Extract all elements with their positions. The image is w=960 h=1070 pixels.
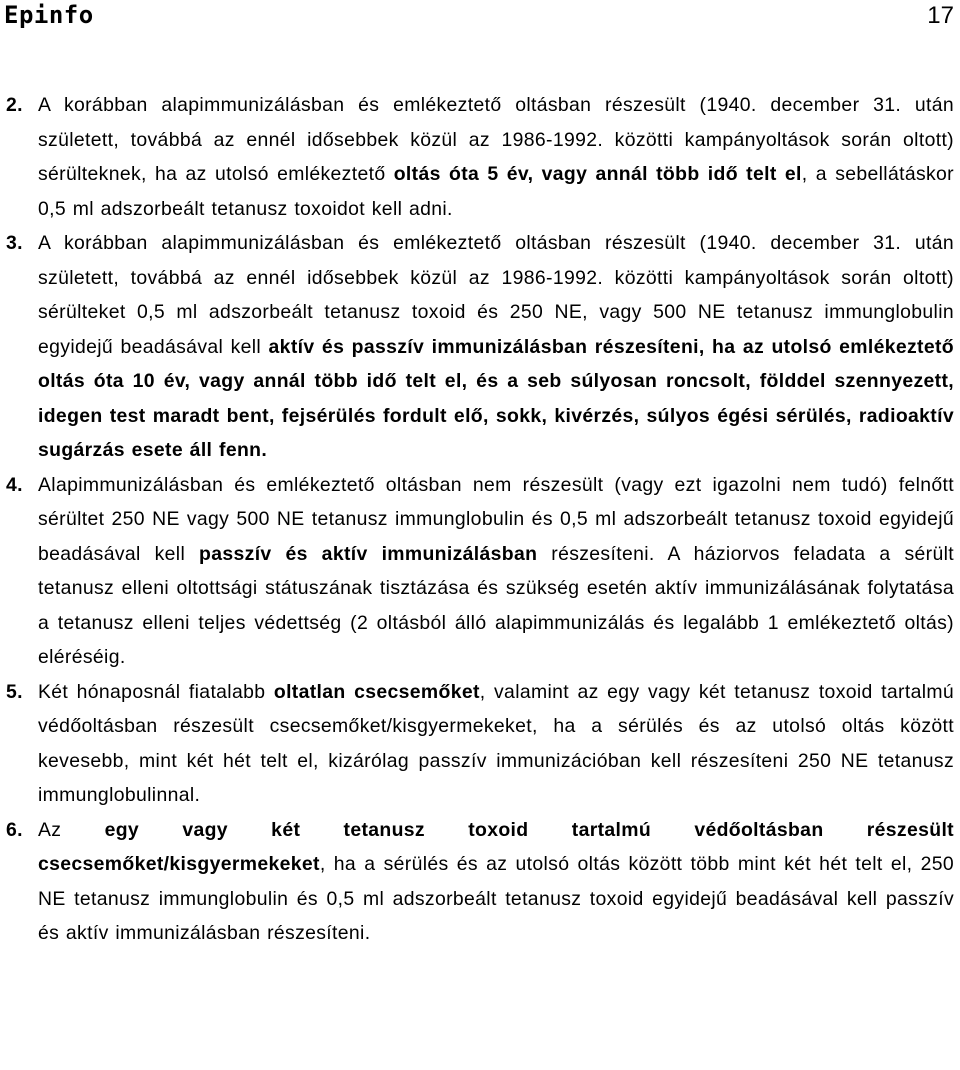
item-text-bold: oltás óta 5 év, vagy annál több idő telt el [393,163,802,185]
list-item-3 [0,226,960,468]
item-number: 5. [6,680,23,703]
list-item-6 [0,813,960,951]
item-text-bold: aktív és passzív immunizálásban részesíteni, ha az utolsó emlékeztető oltás óta 10 év, vagy annál több idő telt el, és a seb súlyosan roncsolt, földdel szennyezett, idegen test maradt bent, fejsérülés fordult elő, sokk, kivérzés, súlyos égési sérülés, radioaktív sugárzás esete áll fenn. [38,335,954,461]
list-item-4 [0,468,960,675]
list-item-5 [0,675,960,813]
document-body [0,88,960,951]
item-text-part: A korábban alapimmunizálásban és emlékeztető oltásban részesült (1940. december 31. után született, továbbá az ennél idősebbek közül az 1986-1992. közötti kampányoltások során oltott) sérülteket 0,5 ml adszorbeált tetanusz toxoid és 250 NE, vagy 500 NE tetanusz immunglobulin egyidejű beadásával kell [38,232,954,358]
item-number: 6. [6,818,23,841]
item-number: 3. [6,232,23,254]
page-number: 17 [927,2,954,29]
item-text-part: , a sebellátáskor 0,5 ml adszorbeált tetanusz toxoidot kell adni. [38,163,954,220]
item-text-part: Az [38,818,105,841]
epinfo-logo: Epinfo [4,1,94,29]
item-number: 4. [6,473,23,496]
list-item-2 [0,88,960,226]
item-text-bold: passzív és aktív immunizálásban [199,542,538,565]
item-number: 2. [6,94,23,116]
item-text-bold: oltatlan csecsemőket [273,680,480,703]
item-text-part: , valamint az egy vagy két tetanusz toxoid tartalmú védőoltásban részesült csecsemőket/kisgyermekeket, ha a sérülés és az utolsó oltás között kevesebb, mint két hét telt el, kizárólag passzív immunizációban kell részesíteni 250 NE tetanusz immunglobulinnal. [38,680,955,806]
item-text-bold: egy vagy két tetanusz toxoid tartalmú védőoltásban részesült csecsemőket/kisgyermekeket [38,818,954,875]
page-header [0,0,960,34]
item-text-part: Két hónaposnál fiatalabb [38,680,274,703]
item-text-part: A korábban alapimmunizálásban és emlékeztető oltásban részesült (1940. december 31. után született, továbbá az ennél idősebbek közül az 1986-1992. közötti kampányoltások során oltott) sérülteknek, ha az utolsó emlékeztető [38,94,954,185]
item-text-part: , ha a sérülés és az utolsó oltás között több mint két hét telt el, 250 NE tetanusz immunglobulin és 0,5 ml adszorbeált tetanusz toxoid egyidejű beadásával kell passzív és aktív immunizálásban részesíteni. [38,853,954,944]
item-text-part: részesíteni. A háziorvos feladata a sérült tetanusz elleni oltottsági státuszának tisztázása és szükség esetén aktív immunizálásának folytatása a tetanusz elleni teljes védettség (2 oltásból álló alapimmunizálás és legalább 1 emlékeztető oltás) eléréséig. [38,542,954,668]
item-text-part: Alapimmunizálásban és emlékeztető oltásban nem részesült (vagy ezt igazolni nem tudó) felnőtt sérültet 250 NE vagy 500 NE tetanusz immunglobulin és 0,5 ml adszorbeált tetanusz toxoid egyidejű beadásával kell [38,473,954,565]
